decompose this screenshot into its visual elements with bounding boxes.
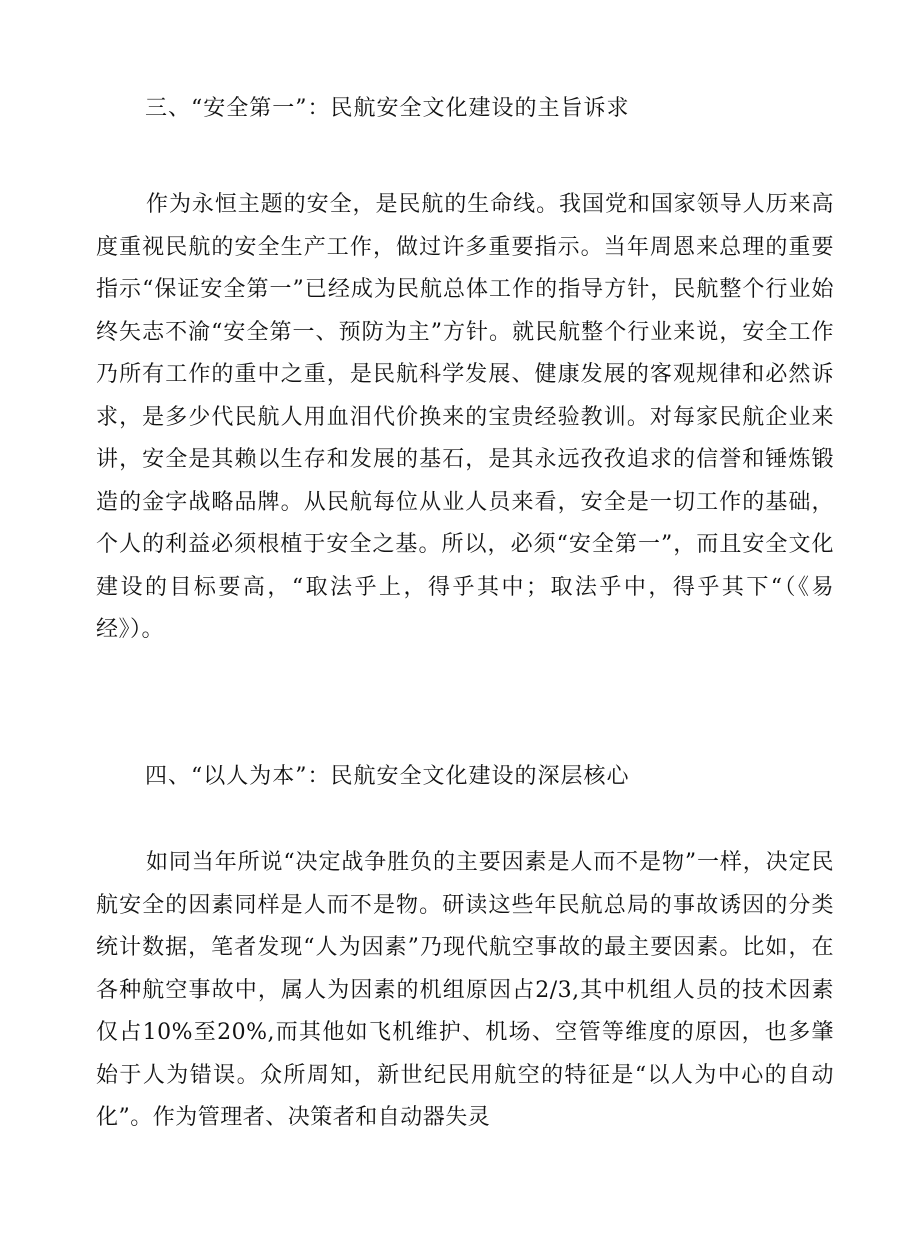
section-3-heading: 三、“安全第一”：民航安全文化建设的主旨诉求	[145, 96, 630, 121]
section-4-heading: 四、“以人为本”：民航安全文化建设的深层核心	[145, 764, 630, 789]
section-4-paragraph: 如同当年所说“决定战争胜负的主要因素是人而不是物”一样，决定民航安全的因素同样是人而不是物。研读这些年民航总局的事故诱因的分类统计数据，笔者发现“人为因素”乃现代航空事故的最主要因素。比如，在各种航空事故中，属人为因素的机组原因占2/3,其中机组人员的技术因素仅占10%至20%,而其他如飞机维护、机场、空管等维度的原因，也多肇始于人为错误。众所周知，新世纪民用航空的特征是“以人为中心的自动化”。作为管理者、决策者和自动器失灵	[96, 850, 834, 1130]
section-3-paragraph: 作为永恒主题的安全，是民航的生命线。我国党和国家领导人历来高度重视民航的安全生产工作，做过许多重要指示。当年周恩来总理的重要指示“保证安全第一”已经成为民航总体工作的指导方针，民航整个行业始终矢志不渝“安全第一、预防为主”方针。就民航整个行业来说，安全工作乃所有工作的重中之重，是民航科学发展、健康发展的客观规律和必然诉求，是多少代民航人用血泪代价换来的宝贵经验教训。对每家民航企业来讲，安全是其赖以生存和发展的基石，是其永远孜孜追求的信誉和锤炼锻造的金字战略品牌。从民航每位从业人员来看，安全是一切工作的基础，个人的利益必须根植于安全之基。所以，必须“安全第一”，而且安全文化建设的目标要高，“取法乎上，得乎其中；取法乎中，得乎其下“（《易经》）。	[96, 192, 834, 642]
